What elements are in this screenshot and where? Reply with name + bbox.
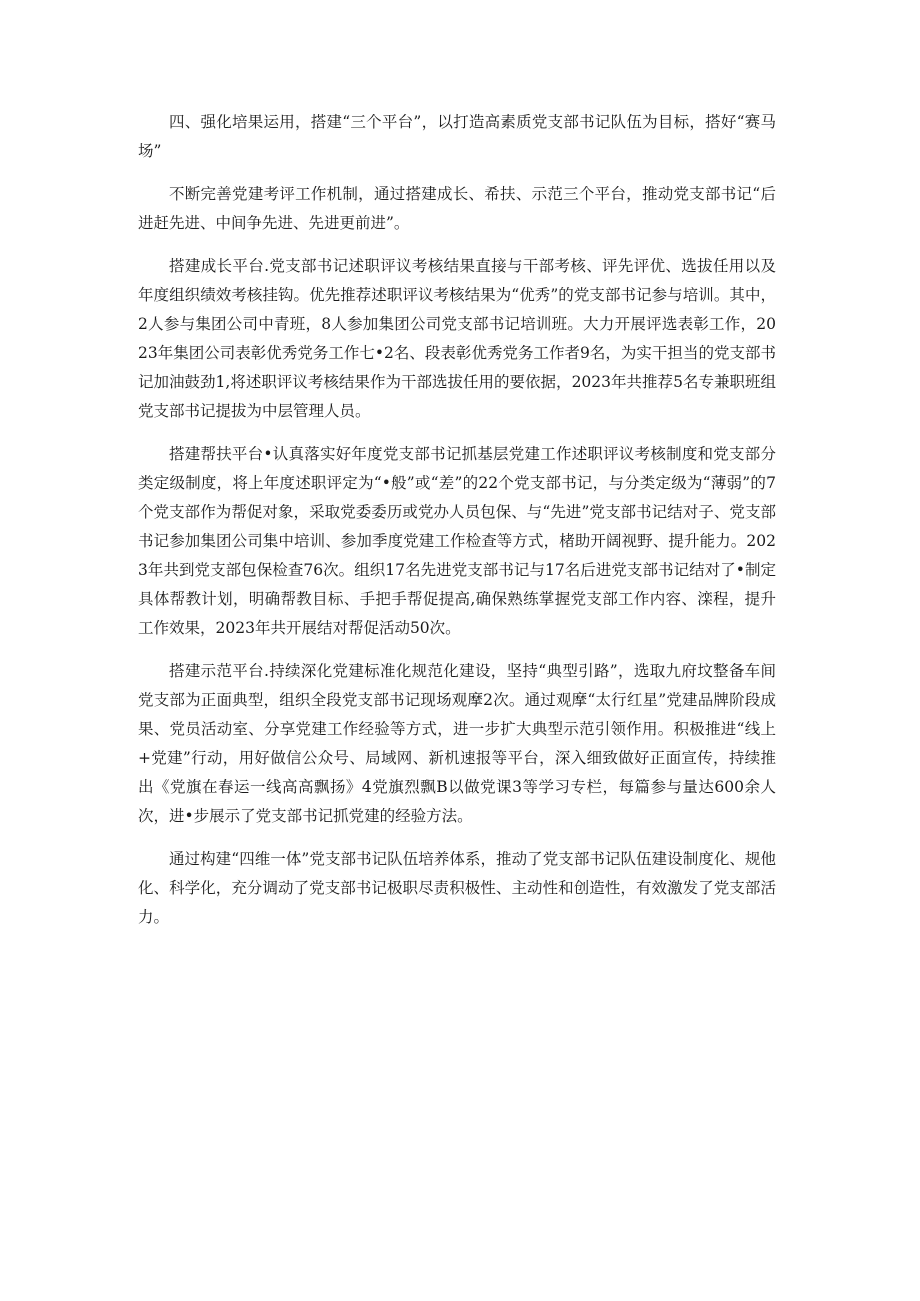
paragraph-intro: 不断完善党建考评工作机制，通过搭建成长、希扶、示范三个平台，推动党支部书记“后进赶先进、中间争先进、先进更前进”。 [138,185,776,232]
paragraph-support-platform: 搭建帮扶平台•认真落实好年度党支部书记抓基层党建工作述职评议考核制度和党支部分类定级制度，将上年度述职评定为“•般”或“差”的22个党支部书记，与分类定级为“薄弱”的7个党支部作为帮促对象，采取党委委历或党办人员包保、与“先进”党支部书记结对子、党支部书记参加集团公司集中培训、参加季度党建工作检查等方式，楮助开阔视野、提升能力。2023年共到党支部包保检查76次。组织17名先进党支部书记与17名后进党支部书记结对了•制定具体帮教计划，明确帮教目标、手把手帮促提高,确保熟练掌握党支部工作内容、滦程，提升工作效果，2023年共开展结对帮促活动50次。 [138,445,776,637]
document-body [138,108,776,946]
paragraph-growth-platform: 搭建成长平台.党支部书记述职评议考核结果直接与干部考核、评先评优、选拔任用以及年度组织绩效考核挂钩。优先推荐述职评议考核结果为“优秀”的党支部书记参与培训。其中，2人参与集团公司中青班，8人参加集团公司党支部书记培训班。大力开展评选表彰工作，2023年集团公司表彰优秀党务工作七•2名、段表彰优秀党务工作者9名，为实干担当的党支部书记加油鼓劲1,将述职评议考核结果作为干部选拔任用的要依据，2023年共推荐5名专兼职班组党支部书记提拔为中层管理人员。 [138,257,776,420]
section-heading: 四、强化培果运用，搭建“三个平台”，以打造高素质党支部书记队伍为目标，搭好“赛马场” [138,113,776,160]
paragraph-demo-platform: 搭建示范平台.持续深化党建标准化规范化建设，坚持“典型引路”，选取九府坟整备车间党支部为正面典型，组织全段党支部书记现场观摩2次。通过观摩“太行红星”党建品牌阶段成果、党员活动室、分享党建工作经验等方式，进一步扩大典型示范引领作用。积极推进“线上+党建”行动，用好做信公众号、局域网、新机速报等平台，深入细致做好正面宣传，持续推出《党旗在春运一线高高飘扬》4党旗烈飘B以做党课3等学习专栏，每篇参与量达600余人次，进•步展示了党支部书记抓党建的经验方法。 [138,662,776,825]
paragraph-conclusion: 通过构建“四维一体”党支部书记队伍培养体系，推动了党支部书记队伍建设制度化、规他化、科学化，充分调动了党支部书记极职尽责积极性、主动性和创造性，有效激发了党支部活力。 [138,850,776,926]
